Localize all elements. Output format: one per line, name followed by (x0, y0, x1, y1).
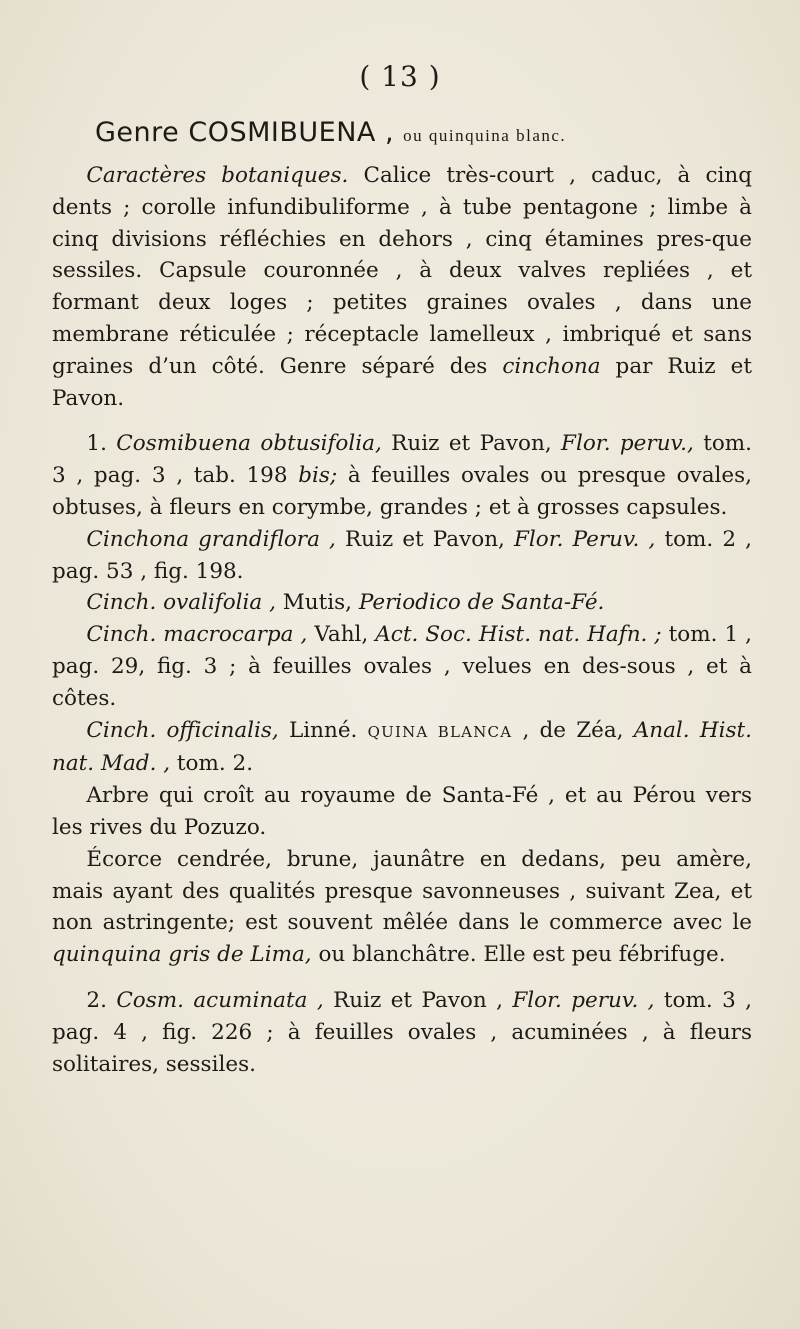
reference: Anal. Hist. nat. Mad. , (52, 717, 752, 777)
genre-title: Genre COSMIBUENA , (95, 117, 404, 148)
genre-heading (95, 117, 566, 148)
reference: Periodico de Santa-Fé. (358, 590, 605, 616)
text-run: Linné. (278, 717, 368, 743)
text-run: à feuilles ovales ou presque ovales, obtuses, à fleurs en corymbe, grandes ; et à grosses capsules. (52, 463, 753, 520)
text-run: , de Zéa, (512, 717, 634, 743)
synonym-name: Cinch. ovalifolia , (86, 590, 276, 616)
body-text (52, 160, 752, 1080)
paragraph-species-1 (52, 428, 752, 523)
text-run: tom. 2. (170, 751, 254, 777)
paragraph-bark (52, 844, 752, 971)
text-run: Ruiz et Pavon, (335, 526, 515, 552)
reference: Flor. peruv. , (512, 987, 655, 1013)
text-run: Ruiz et Pavon, (381, 431, 562, 457)
text-run-italic: bis; (298, 463, 338, 489)
text-run: ou blanchâtre. Elle est peu fébrifuge. (311, 942, 726, 968)
text-run: Mutis, (275, 590, 359, 616)
text-run: tom. 3 , pag. 3 , tab. 198 (52, 431, 753, 489)
synonym-name: Cinchona grandiflora , (86, 526, 336, 552)
page-number: ( 13 ) (359, 60, 441, 93)
species-number: 1. (86, 431, 117, 457)
text-run: tom. 3 , pag. 4 , fig. 226 ; à feuilles ovales , acuminées , à fleurs solitaires, sessiles. (52, 987, 753, 1077)
paragraph-characters (52, 160, 752, 414)
section-head: Caractères botaniques. (86, 163, 349, 188)
text-run: par Ruiz et Pavon. (52, 353, 752, 411)
synonym-name: Cinch. officinalis, (86, 717, 279, 743)
paragraph-species-2 (52, 985, 752, 1080)
reference: Act. Soc. Hist. nat. Hafn. ; (375, 622, 662, 648)
text-run-italic: cinchona (502, 353, 601, 379)
text-run: Vahl, (307, 622, 376, 648)
synonym-name: Cinch. macrocarpa , (86, 622, 308, 648)
text-run: Ruiz et Pavon , (323, 987, 513, 1013)
text-run: tom. 2 , pag. 53 , fig. 198. (52, 526, 753, 584)
paragraph-habitat: Arbre qui croît au royaume de Santa-Fé , et au Pérou vers les rives du Pozuzo. (52, 783, 752, 840)
paragraph-synonym (52, 619, 752, 714)
text-run: Écorce cendrée, brune, jaunâtre en dedans, peu amère, mais ayant des qualités presque savonneuses , suivant Zea, et non astringente; est souvent mêlée dans le commerce avec le (52, 846, 752, 936)
text-run: tom. 1 , pag. 29, fig. 3 ; à feuilles ovales , velues en des-sous , et à côtes. (52, 622, 752, 711)
genre-subtitle: ou quinquina blanc. (403, 126, 567, 145)
paragraph-synonym (52, 715, 752, 781)
species-number: 2. (86, 987, 117, 1013)
text-run-italic: quinquina gris de Lima, (52, 942, 312, 968)
text-run: Calice très-court , caduc, à cinq dents ; corolle infundibuliforme , à tube pentagone ; limbe à cinq divisions réfléchies en dehors , cinq étamines pres-que sessiles. Capsule couronnée , à deux valves repliées , et formant deux loges ; petites graines ovales , dans une membrane réticulée ; réceptacle lamelleux , imbriqué et sans graines d’un côté. Genre séparé des (52, 163, 752, 379)
reference: Flor. Peruv. , (514, 526, 656, 552)
species-name: Cosmibuena obtusifolia, (116, 431, 382, 457)
paragraph-synonym (52, 587, 752, 619)
species-name: Cosm. acuminata , (116, 987, 324, 1013)
reference: Flor. peruv., (561, 431, 694, 457)
small-caps-name: QUINA BLANCA (367, 722, 513, 741)
paragraph-synonym (52, 524, 752, 588)
